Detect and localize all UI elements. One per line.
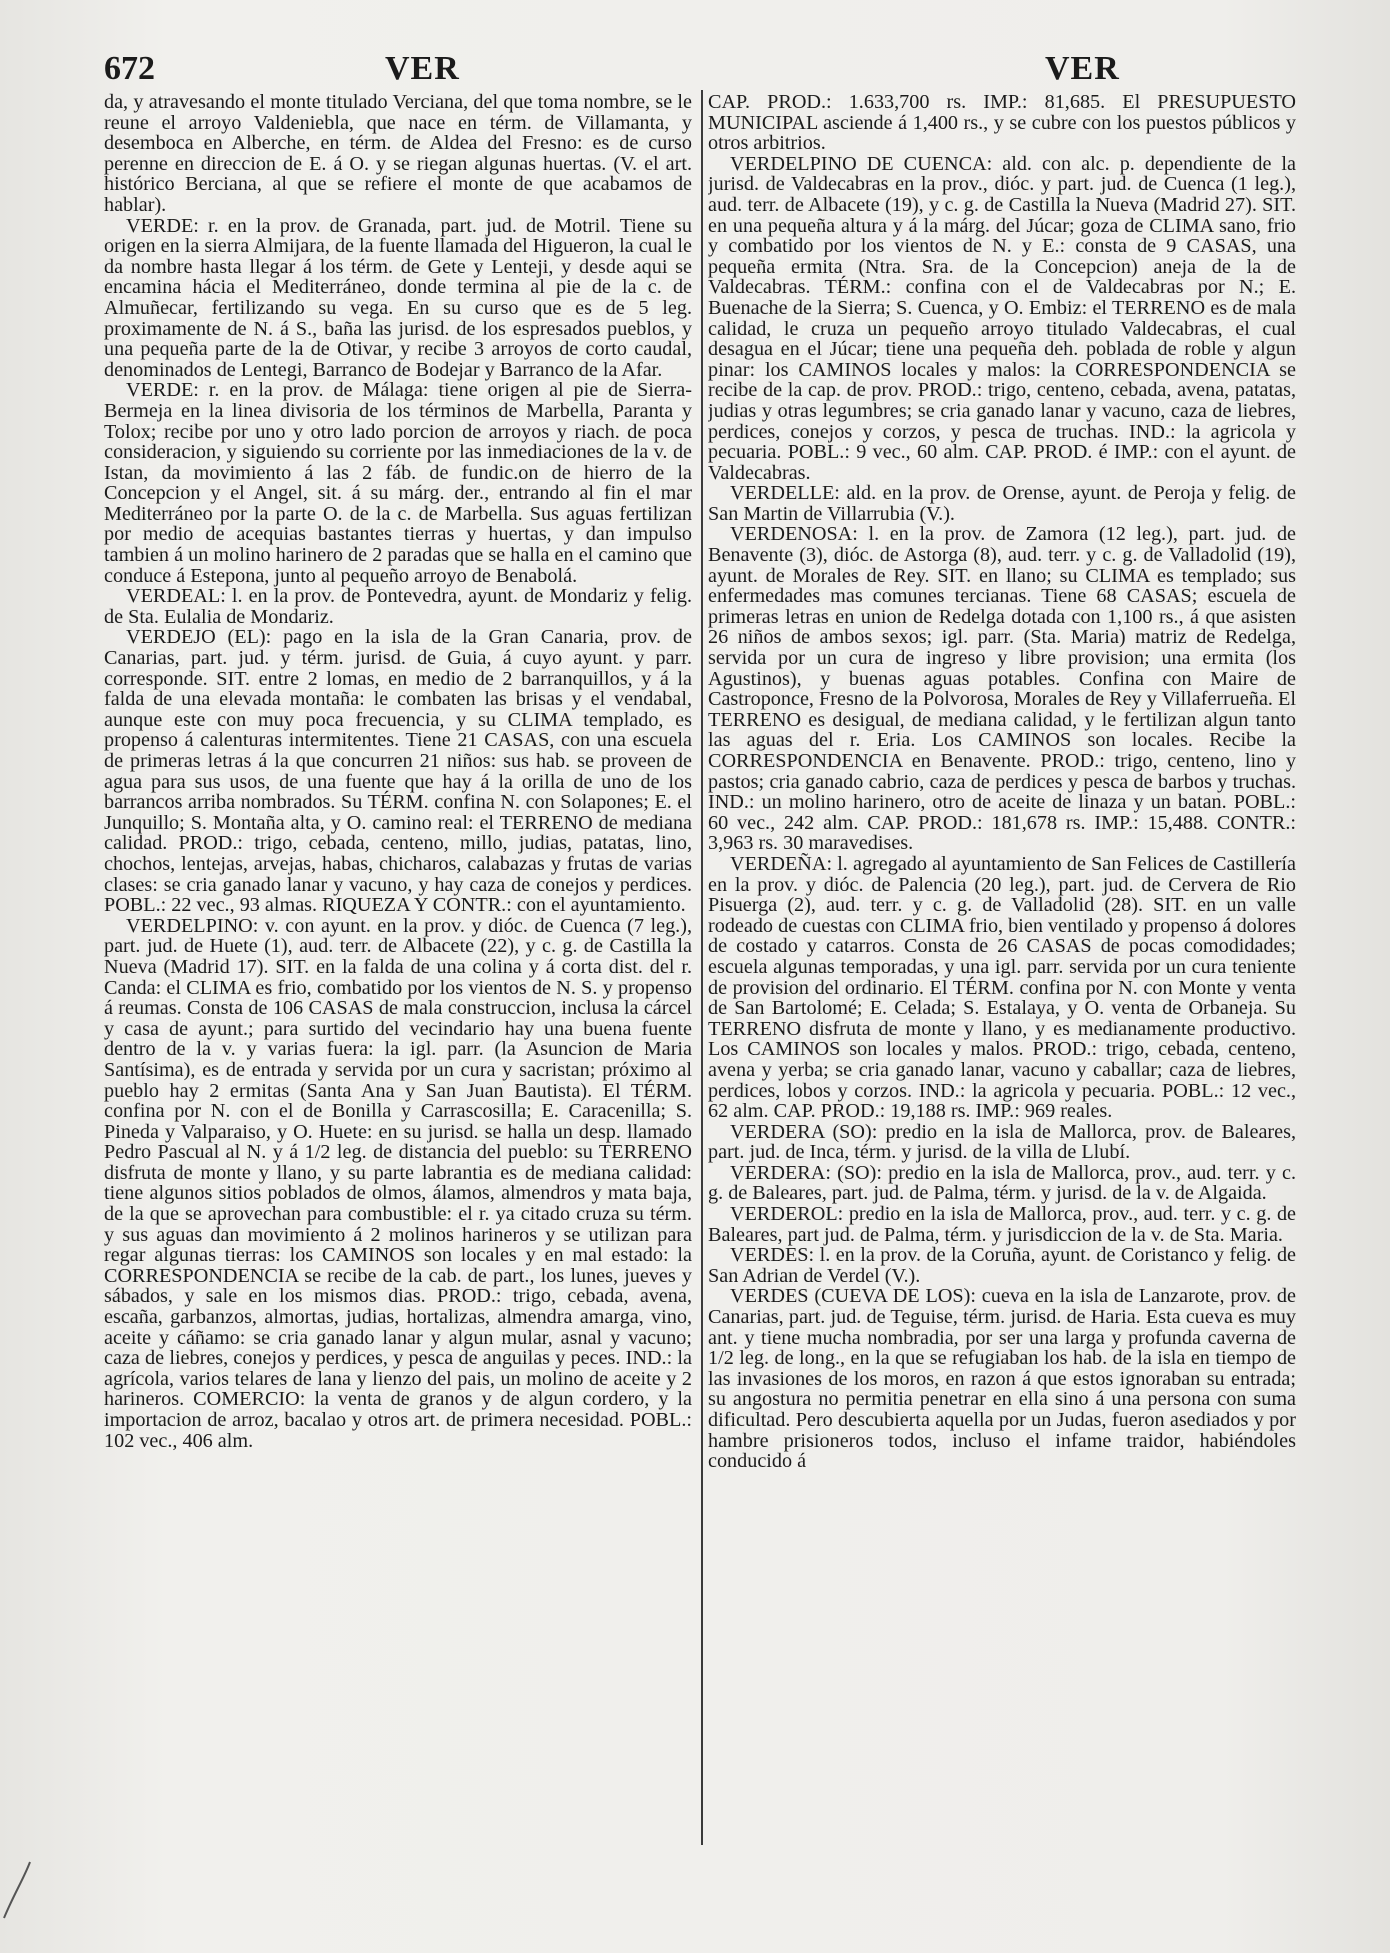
entry-paragraph: VERDEJO (EL): pago en la isla de la Gran Canaria, prov. de Canarias, part. jud. y térm. jurisd. de Guia, á cuyo ayunt. y parr. corresponde. SIT. entre 2 lomas, en medio de 2 barranquillos, y á la falda de una elevada montaña: le combaten las brisas y el vendabal, aunque este con muy poca frecuencia, y su CLIMA templado, es propenso á calenturas intermitentes. Tiene 21 CASAS, con una escuela de primeras letras á la que concurren 21 niños: sus hab. se proveen de agua para sus usos, de una fuente que hay á la orilla de uno de los barrancos arriba nombrados. Su TÉRM. confina N. con Solapones; E. el Junquillo; S. Montaña alta, y O. camino real: el TERRENO de mediana calidad. PROD.: trigo, cebada, centeno, millo, judias, patatas, lino, chochos, lentejas, arvejas, habas, chicharos, calabazas y frutas de varias clases: se cria ganado lanar y vacuno, y hay caza de conejos y perdices. POBL.: 22 vec., 93 almas. RIQUEZA Y CONTR.: con el ayuntamiento. xyxy=(104,626,692,917)
left-column xyxy=(104,92,692,1840)
entry-paragraph: da, y atravesando el monte titulado Verciana, del que toma nombre, se le reune el arroyo Valdeniebla, que nace en térm. de Villamanta, y desemboca en Alberche, en térm. de Aldea del Fresno: es de curso perenne en direccion de E. á O. y se riegan algunas huertas. (V. el art. histórico Berciana, al que se refiere el monte de que acabamos de hablar). xyxy=(104,92,692,216)
entry-paragraph: VERDE: r. en la prov. de Granada, part. jud. de Motril. Tiene su origen en la sierra Almijara, de la fuente llamada del Higueron, la cual le da nombre hasta llegar á los térm. de Gete y Lenteji, y desde aqui se encamina hácia el Mediterráneo, donde termina al pie de la c. de Almuñecar, fertilizando su vega. En su curso que es de 5 leg. proximamente de N. á S., baña las jurisd. de los espresados pueblos, y una pequeña parte de la de Otivar, y recibe 3 arroyos de corto caudal, denominados de Lentegi, Barranco de Bodejar y Barranco de la Afar. xyxy=(104,214,692,381)
entry-paragraph: VERDELPINO: v. con ayunt. en la prov. y dióc. de Cuenca (7 leg.), part. jud. de Huete (1), aud. terr. de Albacete (22), y c. g. de Castilla la Nueva (Madrid 17). SIT. en la falda de una colina y á corta dist. del r. Canda: el CLIMA es frio, combatido por los vientos de N. S. y propenso á reumas. Consta de 106 CASAS de mala construccion, inclusa la cárcel y casa de ayunt.; para surtido del vecindario hay una buena fuente dentro de la v. y varias fuera: la igl. parr. (la Asuncion de Maria Santísima), es de entrada y servida por un cura y sacristan; próximo al pueblo hay 2 ermitas (Santa Ana y San Juan Bautista). El TÉRM. confina por N. con el de Bonilla y Carrascosilla; E. Caracenilla; S. Pineda y Valparaiso, y O. Huete: en su jurisd. se halla un desp. llamado Pedro Pascual al N. y á 1/2 leg. de distancia del pueblo: su TERRENO disfruta de monte y llano, y su parte labrantia es de mediana calidad: tiene algunos sitios poblados de olmos, álamos, almendros y mata baja, de la que se aprovechan para combustible: el r. ya citado cruza su térm. y sus aguas dan movimiento á 2 molinos harineros y se utilizan para regar algunas tierras: los CAMINOS son locales y en mal estado: la CORRESPONDENCIA se recibe de la cab. de part., los lunes, jueves y sábados, y sale en los mismos dias. PROD.: trigo, cebada, avena, escaña, garbanzos, almortas, judias, hortalizas, almendra amarga, vino, aceite y cáñamo: se cria ganado lanar y algun mular, asnal y vacuno; caza de liebres, conejos y perdices, y pesca de anguilas y peces. IND.: la agrícola, varios telares de lana y lienzo del pais, un molino de aceite y 2 harineros. COMERCIO: la venta de granos y de algun cordero, y la importacion de arroz, bacalao y otros art. de primera necesidad. POBL.: 102 vec., 406 alm. xyxy=(104,914,692,1452)
running-headword-left: VER xyxy=(385,50,460,87)
entry-paragraph: CAP. PROD.: 1.633,700 rs. IMP.: 81,685. El PRESUPUESTO MUNICIPAL asciende á 1,400 rs., y se cubre con los puestos públicos y otros arbitrios. xyxy=(708,92,1296,155)
entry-paragraph: VERDELLE: ald. en la prov. de Orense, ayunt. de Peroja y felig. de San Martin de Villarrubia (V.). xyxy=(708,482,1296,525)
entry-paragraph: VERDENOSA: l. en la prov. de Zamora (12 leg.), part. jud. de Benavente (3), dióc. de Astorga (8), aud. terr. y c. g. de Valladolid (19), ayunt. de Morales de Rey. SIT. en llano; su CLIMA es templado; sus enfermedades mas comunes tercianas. Tiene 68 CASAS; escuela de primeras letras en union de Redelga dotada con 1,100 rs., á que asisten 26 niños de ambos sexos; igl. parr. (Sta. Maria) matriz de Redelga, servida por un cura de ingreso y libre provision; una ermita (los Agustinos), y buenas aguas potables. Confina con Maire de Castroponce, Fresno de la Polvorosa, Morales de Rey y Villaferrueña. El TERRENO es desigual, de mediana calidad, y le fertilizan algun tanto las aguas del r. Eria. Los CAMINOS son locales. Recibe la CORRESPONDENCIA en Benavente. PROD.: trigo, centeno, lino y pastos; cria ganado cabrio, caza de perdices y pesca de barbos y truchas. IND.: un molino harinero, otro de aceite de linaza y un batan. POBL.: 60 vec., 242 alm. CAP. PROD.: 181,678 rs. IMP.: 15,488. CONTR.: 3,963 rs. 30 maravedises. xyxy=(708,523,1296,855)
margin-stain-mark xyxy=(0,1860,40,1920)
entry-paragraph: VERDERA: (SO): predio en la isla de Mallorca, prov., aud. terr. y c. g. de Baleares, part. jud. de Palma, térm. y jurisd. de la v. de Algaida. xyxy=(708,1161,1296,1205)
entry-paragraph: VERDE: r. en la prov. de Málaga: tiene origen al pie de Sierra-Bermeja en la linea divisoria de los términos de Marbella, Paranta y Tolox; recibe por uno y otro lado porcion de arroyos y riach. de poca consideracion, y siguiendo su corriente por las inmediaciones de la v. de Istan, da movimiento á las 2 fáb. de fundic.on de hierro de la Concepcion y el Angel, sit. á su márg. der., entrando al fin el mar Mediterráneo por la parte O. de la c. de Marbella. Sus aguas fertilizan por medio de acequias bastantes tierras y huertas, y dan impulso tambien á un molino harinero de 2 paradas que se halla en el camino que conduce á Estepona, junto al pequeño arroyo de Benabolá. xyxy=(104,379,692,587)
entry-paragraph: VERDEÑA: l. agregado al ayuntamiento de San Felices de Castillería en la prov. y dióc. de Palencia (20 leg.), part. jud. de Cervera de Rio Pisuerga (2), aud. terr. y c. g. de Valladolid (28). SIT. en un valle rodeado de cuestas con CLIMA frio, bien ventilado y propenso á dolores de costado y catarros. Consta de 26 CASAS de pocas comodidades; escuela algunas temporadas, y una igl. parr. servida por un cura teniente de provision del ordinario. El TÉRM. confina por N. con Monte y venta de San Bartolomé; E. Celada; S. Estalaya, y O. venta de Orbaneja. Su TERRENO disfruta de monte y llano, y es medianamente productivo. Los CAMINOS son locales y malos. PROD.: trigo, cebada, centeno, avena y yerba; se cria ganado lanar, vacuno y caballar; caza de liebres, perdices, lobos y corzos. IND.: la agricola y pecuaria. POBL.: 12 vec., 62 alm. CAP. PROD.: 19,188 rs. IMP.: 969 reales. xyxy=(708,852,1296,1123)
column-divider xyxy=(701,90,703,1845)
entry-paragraph: VERDEAL: l. en la prov. de Pontevedra, ayunt. de Mondariz y felig. de Sta. Eulalia de Mondariz. xyxy=(104,585,692,628)
entry-paragraph: VERDELPINO DE CUENCA: ald. con alc. p. dependiente de la jurisd. de Valdecabras en la prov., dióc. y part. jud. de Cuenca (1 leg.), aud. terr. de Albacete (19), y c. g. de Castilla la Nueva (Madrid 27). SIT. en una pequeña altura y á la márg. del Júcar; goza de CLIMA sano, frio y combatido por los vientos de N. y E.: consta de 9 CASAS, una pequeña ermita (Ntra. Sra. de la Concepcion) aneja de la de Valdecabras. TÉRM.: confina con el de Valdecabras por N.; E. Buenache de la Sierra; S. Cuenca, y O. Embiz: el TERRENO es de mala calidad, le cruza un pequeño arroyo titulado Valdecabras, el cual desagua en el Júcar; tiene una pequeña deh. poblada de roble y algun pinar: los CAMINOS locales y malos: la CORRESPONDENCIA se recibe de la cap. de prov. PROD.: trigo, centeno, cebada, avena, patatas, judias y otras legumbres; se cria ganado lanar y vacuno, caza de liebres, perdices, conejos y corzos, y pesca de truchas. IND.: la agricola y pecuaria. POBL.: 9 vec., 60 alm. CAP. PROD. é IMP.: con el ayunt. de Valdecabras. xyxy=(708,152,1296,484)
right-column xyxy=(708,92,1296,1840)
entry-paragraph: VERDES (CUEVA DE LOS): cueva en la isla de Lanzarote, prov. de Canarias, part. jud. de Teguise, térm. jurisd. de Haria. Esta cueva es muy ant. y tiene mucha nombradia, por ser una larga y profunda caverna de 1/2 leg. de long., en la que se refugiaban los hab. de la isla en tiempo de las invasiones de los moros, en razon á que estos ignoraban su entrada; su angostura no permitia penetrar en ella sino á una persona con suma dificultad. Pero descubierta aquella por un Judas, fueron asediados y por hambre prisioneros todos, incluso el infame traidor, habiéndoles conducido á xyxy=(708,1285,1296,1473)
entry-paragraph: VERDEROL: predio en la isla de Mallorca, prov., aud. terr. y c. g. de Baleares, part jud. de Palma, térm. y jurisdiccion de la v. de Sta. Maria. xyxy=(708,1203,1296,1246)
running-header xyxy=(100,50,1310,90)
page-number: 672 xyxy=(104,50,155,87)
entry-paragraph: VERDES: l. en la prov. de la Coruña, ayunt. de Coristanco y felig. de San Adrian de Verdel (V.). xyxy=(708,1244,1296,1287)
entry-paragraph: VERDERA (SO): predio en la isla de Mallorca, prov. de Baleares, part. jud. de Inca, térm. y jurisd. de la villa de Llubí. xyxy=(708,1120,1296,1164)
running-headword-right: VER xyxy=(1045,50,1120,87)
